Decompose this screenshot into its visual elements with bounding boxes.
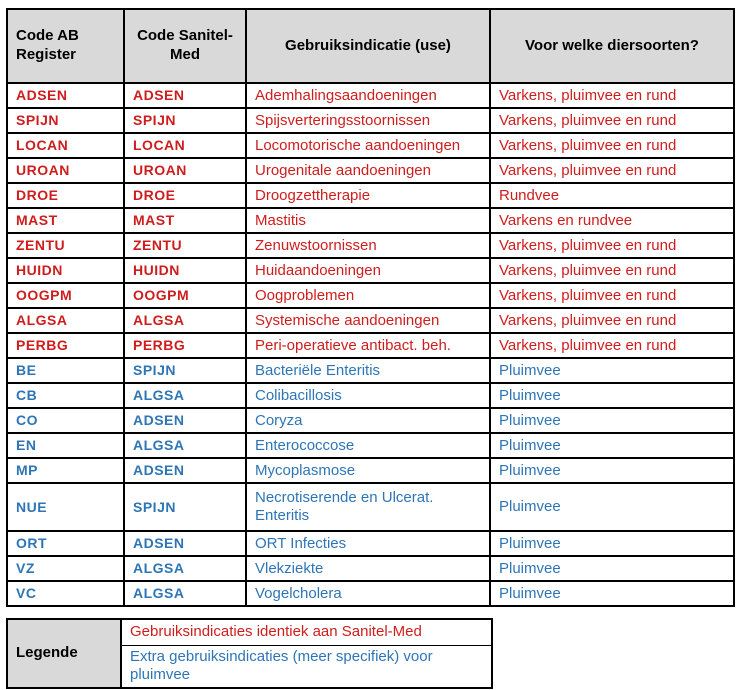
cell-code-ab: OOGPM bbox=[7, 283, 124, 308]
cell-code-sanitel: ADSEN bbox=[124, 458, 246, 483]
table-row bbox=[7, 333, 734, 358]
table-row bbox=[7, 183, 734, 208]
table-row bbox=[7, 158, 734, 183]
cell-species: Pluimvee bbox=[490, 556, 734, 581]
cell-code-sanitel: DROE bbox=[124, 183, 246, 208]
cell-code-sanitel: ALGSA bbox=[124, 383, 246, 408]
cell-code-ab: MP bbox=[7, 458, 124, 483]
cell-code-ab: UROAN bbox=[7, 158, 124, 183]
cell-indication: Ademhalingsaandoeningen bbox=[246, 83, 490, 108]
cell-code-ab: NUE bbox=[7, 483, 124, 531]
cell-indication: Colibacillosis bbox=[246, 383, 490, 408]
cell-code-sanitel: ALGSA bbox=[124, 308, 246, 333]
table-row bbox=[7, 483, 734, 531]
cell-code-ab: LOCAN bbox=[7, 133, 124, 158]
legend-item-extra-indications: Extra gebruiksindicaties (meer specifiek) voor pluimvee bbox=[121, 645, 492, 688]
cell-code-sanitel: ADSEN bbox=[124, 83, 246, 108]
cell-code-ab: CB bbox=[7, 383, 124, 408]
table-row bbox=[7, 283, 734, 308]
cell-species: Pluimvee bbox=[490, 581, 734, 606]
cell-indication: Enterococcose bbox=[246, 433, 490, 458]
cell-indication: Urogenitale aandoeningen bbox=[246, 158, 490, 183]
cell-code-sanitel: LOCAN bbox=[124, 133, 246, 158]
legend bbox=[6, 618, 493, 689]
cell-code-sanitel: HUIDN bbox=[124, 258, 246, 283]
cell-code-ab: HUIDN bbox=[7, 258, 124, 283]
cell-species: Pluimvee bbox=[490, 433, 734, 458]
cell-indication: Vogelcholera bbox=[246, 581, 490, 606]
cell-species: Pluimvee bbox=[490, 383, 734, 408]
cell-species: Pluimvee bbox=[490, 531, 734, 556]
table-row bbox=[7, 133, 734, 158]
cell-indication: Vlekziekte bbox=[246, 556, 490, 581]
table-row bbox=[7, 83, 734, 108]
table-row bbox=[7, 433, 734, 458]
cell-code-sanitel: ALGSA bbox=[124, 556, 246, 581]
column-header-gebruiksindicatie: Gebruiksindicatie (use) bbox=[246, 9, 490, 83]
cell-indication: Mycoplasmose bbox=[246, 458, 490, 483]
cell-code-sanitel: ALGSA bbox=[124, 433, 246, 458]
cell-code-ab: VC bbox=[7, 581, 124, 606]
cell-code-sanitel: ADSEN bbox=[124, 531, 246, 556]
indication-code-table bbox=[6, 8, 735, 607]
column-header-code-sanitel-med: Code Sanitel-Med bbox=[124, 9, 246, 83]
cell-code-ab: CO bbox=[7, 408, 124, 433]
cell-indication: Bacteriële Enteritis bbox=[246, 358, 490, 383]
cell-code-sanitel: SPIJN bbox=[124, 358, 246, 383]
cell-species: Varkens, pluimvee en rund bbox=[490, 83, 734, 108]
cell-code-sanitel: SPIJN bbox=[124, 483, 246, 531]
cell-code-sanitel: SPIJN bbox=[124, 108, 246, 133]
cell-code-sanitel: ADSEN bbox=[124, 408, 246, 433]
cell-indication: Spijsverteringsstoornissen bbox=[246, 108, 490, 133]
cell-species: Varkens, pluimvee en rund bbox=[490, 258, 734, 283]
legend-title: Legende bbox=[7, 619, 121, 688]
cell-species: Varkens, pluimvee en rund bbox=[490, 233, 734, 258]
cell-code-ab: ALGSA bbox=[7, 308, 124, 333]
cell-code-sanitel: ZENTU bbox=[124, 233, 246, 258]
cell-indication: Oogproblemen bbox=[246, 283, 490, 308]
table-row bbox=[7, 581, 734, 606]
cell-species: Pluimvee bbox=[490, 458, 734, 483]
table-row bbox=[7, 358, 734, 383]
cell-species: Varkens, pluimvee en rund bbox=[490, 333, 734, 358]
table-row bbox=[7, 108, 734, 133]
cell-species: Pluimvee bbox=[490, 408, 734, 433]
cell-species: Varkens, pluimvee en rund bbox=[490, 133, 734, 158]
table-row bbox=[7, 258, 734, 283]
cell-code-sanitel: MAST bbox=[124, 208, 246, 233]
table-row bbox=[7, 308, 734, 333]
cell-species: Pluimvee bbox=[490, 483, 734, 531]
cell-indication: Huidaandoeningen bbox=[246, 258, 490, 283]
cell-species: Varkens, pluimvee en rund bbox=[490, 108, 734, 133]
cell-species: Varkens en rundvee bbox=[490, 208, 734, 233]
cell-code-ab: EN bbox=[7, 433, 124, 458]
cell-indication: Droogzettherapie bbox=[246, 183, 490, 208]
table-row bbox=[7, 531, 734, 556]
cell-species: Rundvee bbox=[490, 183, 734, 208]
cell-code-ab: VZ bbox=[7, 556, 124, 581]
cell-code-ab: DROE bbox=[7, 183, 124, 208]
cell-indication: Coryza bbox=[246, 408, 490, 433]
cell-indication: Locomotorische aandoeningen bbox=[246, 133, 490, 158]
table-row bbox=[7, 383, 734, 408]
table-row bbox=[7, 233, 734, 258]
column-header-code-ab-register: Code AB Register bbox=[7, 9, 124, 83]
cell-indication: Necrotiserende en Ulcerat. Enteritis bbox=[246, 483, 490, 531]
cell-indication: Zenuwstoornissen bbox=[246, 233, 490, 258]
cell-species: Varkens, pluimvee en rund bbox=[490, 158, 734, 183]
cell-code-ab: SPIJN bbox=[7, 108, 124, 133]
cell-indication: Mastitis bbox=[246, 208, 490, 233]
table-header-row bbox=[7, 9, 734, 83]
cell-code-sanitel: PERBG bbox=[124, 333, 246, 358]
legend-item-identical-indications: Gebruiksindicaties identiek aan Sanitel-Med bbox=[121, 619, 492, 645]
cell-species: Varkens, pluimvee en rund bbox=[490, 308, 734, 333]
cell-species: Varkens, pluimvee en rund bbox=[490, 283, 734, 308]
cell-indication: Systemische aandoeningen bbox=[246, 308, 490, 333]
table-row bbox=[7, 408, 734, 433]
cell-species: Pluimvee bbox=[490, 358, 734, 383]
cell-code-ab: PERBG bbox=[7, 333, 124, 358]
cell-code-sanitel: UROAN bbox=[124, 158, 246, 183]
cell-code-ab: ORT bbox=[7, 531, 124, 556]
cell-code-ab: BE bbox=[7, 358, 124, 383]
table-row bbox=[7, 556, 734, 581]
cell-code-ab: ADSEN bbox=[7, 83, 124, 108]
cell-indication: Peri-operatieve antibact. beh. bbox=[246, 333, 490, 358]
cell-code-ab: MAST bbox=[7, 208, 124, 233]
table-row bbox=[7, 208, 734, 233]
cell-indication: ORT Infecties bbox=[246, 531, 490, 556]
cell-code-sanitel: ALGSA bbox=[124, 581, 246, 606]
cell-code-sanitel: OOGPM bbox=[124, 283, 246, 308]
legend-row bbox=[7, 619, 492, 645]
cell-code-ab: ZENTU bbox=[7, 233, 124, 258]
table-row bbox=[7, 458, 734, 483]
column-header-diersoorten: Voor welke diersoorten? bbox=[490, 9, 734, 83]
